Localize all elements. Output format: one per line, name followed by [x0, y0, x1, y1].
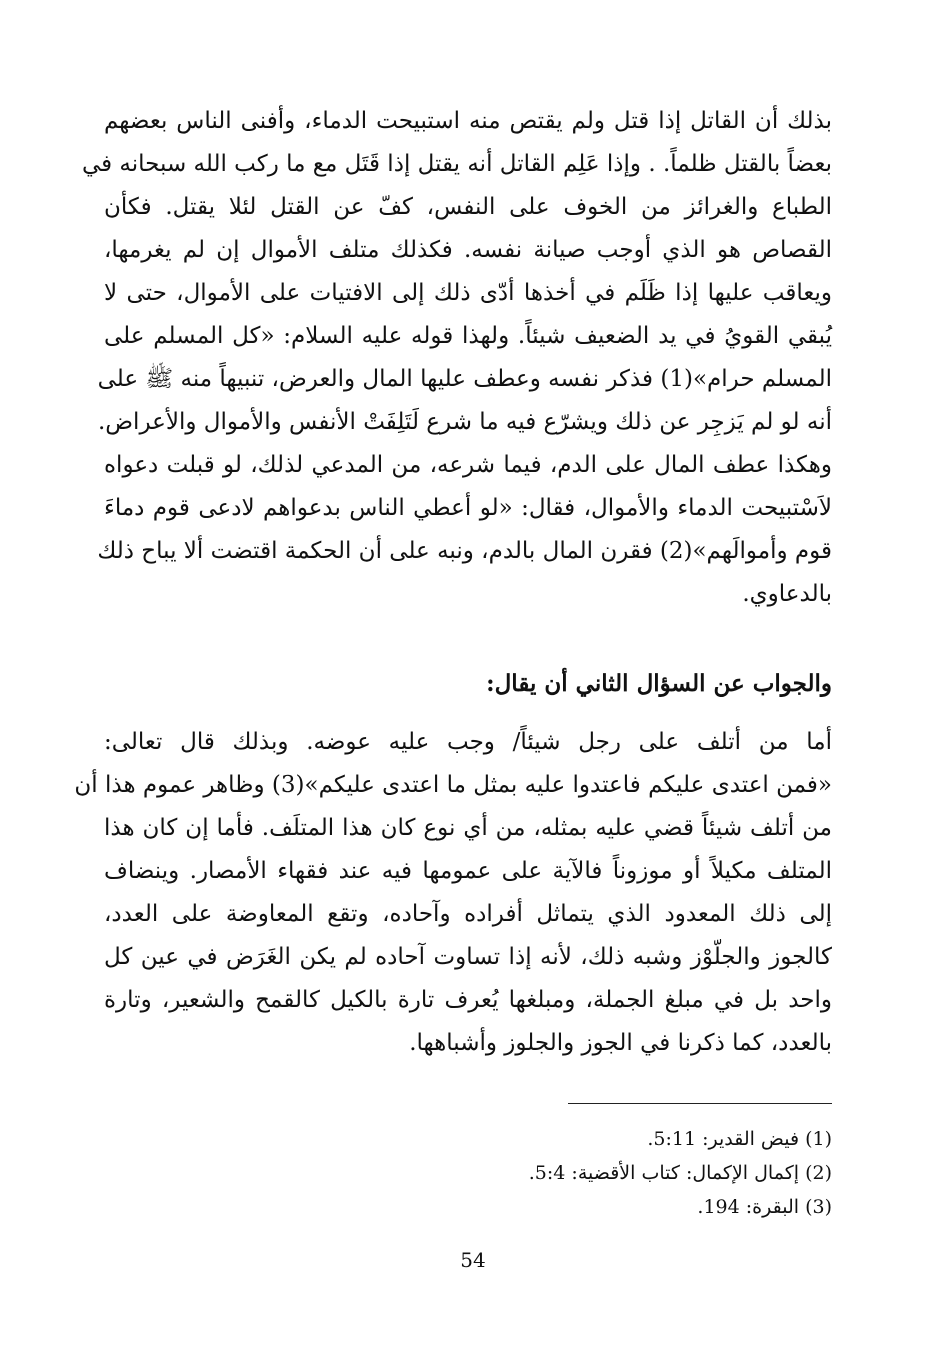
paragraph-2 — [74, 721, 832, 1065]
text-line: المسلم حرام»(1) فذكر نفسه وعطف عليها المال والعرض، تنبيهاً منه ﷺ على — [97, 366, 832, 392]
text-line: لاَسْتبيحت الدماء والأموال، فقال: «لو أعطي الناس بدعواهم لادعى قوم دماءَ — [104, 495, 832, 521]
text-line: المتلف مكيلاً أو موزوناً فالآية على عمومها فيه عند فقهاء الأمصار. وينضاف — [104, 858, 832, 884]
footnote: (2) إكمال الإكمال: كتاب الأقضية: 5:4. — [528, 1162, 832, 1184]
footnote: (3) البقرة: 194. — [697, 1196, 832, 1218]
text-line: بالعدد، كما ذكرنا في الجوز والجلوز وأشباهها. — [409, 1030, 832, 1056]
text-line: ويعاقب عليها إذا ظَلَم في أخذها أدّى ذلك إلى الافتيات على الأموال، حتى لا — [104, 280, 832, 306]
text-line: أنه لو لم يَزجِر عن ذلك ويشرّع فيه ما شرع لَتَلِفَتْ الأنفس والأموال والأعراض. — [97, 409, 832, 435]
text-line: واحد بل في مبلغ الجملة، ومبلغها يُعرف تارة بالكيل كالقمح والشعير، وتارة — [104, 987, 832, 1013]
text-line: بعضاً بالقتل ظلماً. . وإذا عَلِم القاتل أنه يقتل إذا قَتَل مع ما ركب الله سبحانه في — [81, 151, 832, 177]
text-line: الطباع والغرائز من الخوف على النفس، كفّ عن القتل لئلا يقتل. فكأن — [104, 194, 832, 220]
footnotes — [529, 1122, 832, 1224]
text-line: كالجوز والجلّوْز وشبه ذلك، لأنه إذا تساوت آحاده لم يكن الغَرَض في عين كل — [104, 944, 832, 970]
footnote-divider — [568, 1103, 832, 1104]
page-number: 54 — [460, 1248, 486, 1272]
text-line: أما من أتلف على رجل شيئاً/ وجب عليه عوضه. وبذلك قال تعالى: — [104, 729, 832, 755]
text-line: قوم وأموالَهم»(2) فقرن المال بالدم، ونبه على أن الحكمة اقتضت ألا يباح ذلك — [97, 538, 832, 564]
text-line: القصاص هو الذي أوجب صيانة نفسه. فكذلك متلف الأموال إن لم يغرمها، — [104, 237, 832, 263]
footnote: (1) فيض القدير: 5:11. — [647, 1128, 832, 1150]
text-line: «فمن اعتدى عليكم فاعتدوا عليه بمثل ما اعتدى عليكم»(3) وظاهر عموم هذا أن — [74, 772, 832, 798]
text-line: بالدعاوي. — [742, 581, 832, 607]
text-line: يُبقي القويُ في يد الضعيف شيئاً. ولهذا قوله عليه السلام: «كل المسلم على — [104, 323, 832, 349]
text-line: من أتلف شيئاً قضي عليه بمثله، من أي نوع كان هذا المتلَف. فأما إن كان هذا — [104, 815, 832, 841]
text-line: إلى ذلك المعدود الذي يتماثل أفراده وآحاده، وتقع المعاوضة على العدد، — [104, 901, 832, 927]
text-line: بذلك أن القاتل إذا قتل ولم يقتص منه استبيحت الدماء، وأفنى الناس بعضهم — [104, 108, 832, 134]
section-heading: والجواب عن السؤال الثاني أن يقال: — [486, 670, 832, 697]
text-line: وهكذا عطف المال على الدم، فيما شرعه، من المدعي لذلك، لو قبلت دعواه — [104, 452, 832, 478]
paragraph-1 — [81, 100, 832, 616]
